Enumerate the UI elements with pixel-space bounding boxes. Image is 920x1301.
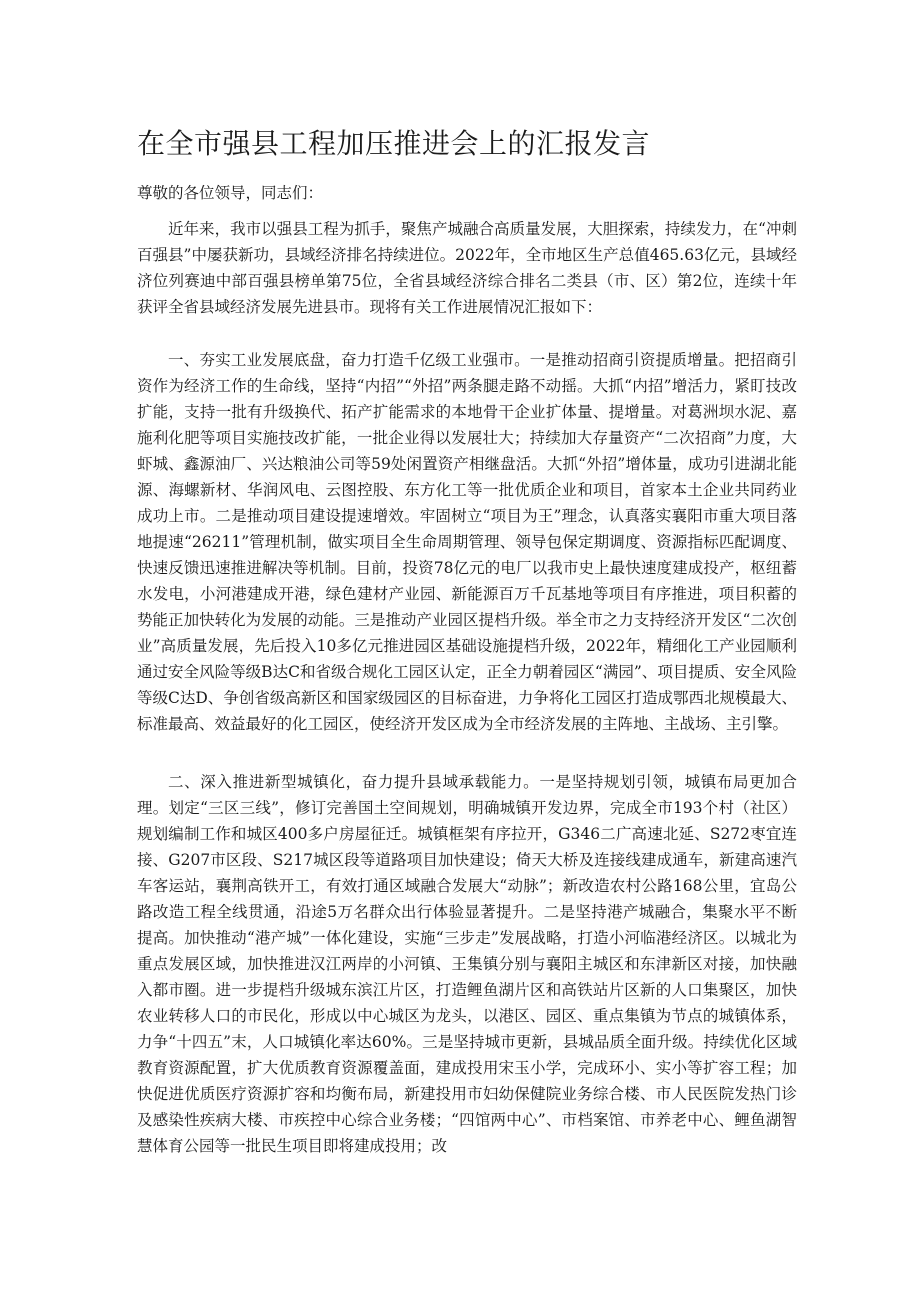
paragraph-intro: 近年来，我市以强县工程为抓手，聚焦产城融合高质量发展，大胆探索，持续发力，在“冲刺百强县”中屡获新功，县域经济排名持续进位。2022年，全市地区生产总值465.63亿元，县域经济位列赛迪中部百强县榜单第75位，全省县域经济综合排名二类县（市、区）第2位，连续十年获评全省县域经济发展先进县市。现将有关工作进展情况汇报如下： [137, 220, 797, 316]
document-title: 在全市强县工程加压推进会上的汇报发言 [137, 127, 651, 160]
salutation: 尊敬的各位领导，同志们： [137, 184, 324, 202]
paragraph-industry: 一、夯实工业发展底盘，奋力打造千亿级工业强市。一是推动招商引资提质增量。把招商引资作为经济工作的生命线，坚持“内招”“外招”两条腿走路不动摇。大抓“内招”增活力，紧盯技改扩能，支持一批有升级换代、拓产扩能需求的本地骨干企业扩体量、提增量。对葛洲坝水泥、嘉施利化肥等项目实施技改扩能，一批企业得以发展壮大；持续加大存量资产“二次招商”力度，大虾城、鑫源油厂、兴达粮油公司等59处闲置资产相继盘活。大抓“外招”增体量，成功引进湖北能源、海螺新材、华润风电、云图控股、东方化工等一批优质企业和项目，首家本土企业共同药业成功上市。二是推动项目建设提速增效。牢固树立“项目为王”理念，认真落实襄阳市重大项目落地提速“26211”管理机制，做实项目全生命周期管理、领导包保定期调度、资源指标匹配调度、快速反馈迅速推进解决等机制。目前，投资78亿元的电厂以我市史上最快速度建成投产，枢纽蓄水发电，小河港建成开港，绿色建材产业园、新能源百万千瓦基地等项目有序推进，项目积蓄的势能正加快转化为发展的动能。三是推动产业园区提档升级。举全市之力支持经济开发区“二次创业”高质量发展，先后投入10多亿元推进园区基础设施提档升级，2022年，精细化工产业园顺利通过安全风险等级B达C和省级合规化工园区认定，正全力朝着园区“满园”、项目提质、安全风险等级C达D、争创省级高新区和国家级园区的目标奋进，力争将化工园区打造成鄂西北规模最大、标准最高、效益最好的化工园区，使经济开发区成为全市经济发展的主阵地、主战场、主引擎。 [137, 351, 797, 733]
paragraph-urbanization: 二、深入推进新型城镇化，奋力提升县域承载能力。一是坚持规划引领，城镇布局更加合理。划定“三区三线”，修订完善国土空间规划，明确城镇开发边界，完成全市193个村（社区）规划编制工作和城区400多户房屋征迁。城镇框架有序拉开，G346二广高速北延、S272枣宜连接、G207市区段、S217城区段等道路项目加快建设；倚天大桥及连接线建成通车，新建高速汽车客运站，襄荆高铁开工，有效打通区域融合发展大“动脉”；新改造农村公路168公里，宜岛公路改造工程全线贯通，沿途5万名群众出行体验显著提升。二是坚持港产城融合，集聚水平不断提高。加快推动“港产城”一体化建设，实施“三步走”发展战略，打造小河临港经济区。以城北为重点发展区域，加快推进汉江两岸的小河镇、王集镇分别与襄阳主城区和东津新区对接，加快融入都市圈。进一步提档升级城东滨江片区，打造鲤鱼湖片区和高铁站片区新的人口集聚区，加快农业转移人口的市民化，形成以中心城区为龙头，以港区、园区、重点集镇为节点的城镇体系，力争“十四五”末，人口城镇化率达60%。三是坚持城市更新，县城品质全面升级。持续优化区域教育资源配置，扩大优质教育资源覆盖面，建成投用宋玉小学，完成环小、实小等扩容工程；加快促进优质医疗资源扩容和均衡布局，新建投用市妇幼保健院业务综合楼、市人民医院发热门诊及感染性疾病大楼、市疾控中心综合业务楼；“四馆两中心”、市档案馆、市养老中心、鲤鱼湖智慧体育公园等一批民生项目即将建成投用；改 [137, 773, 797, 1155]
